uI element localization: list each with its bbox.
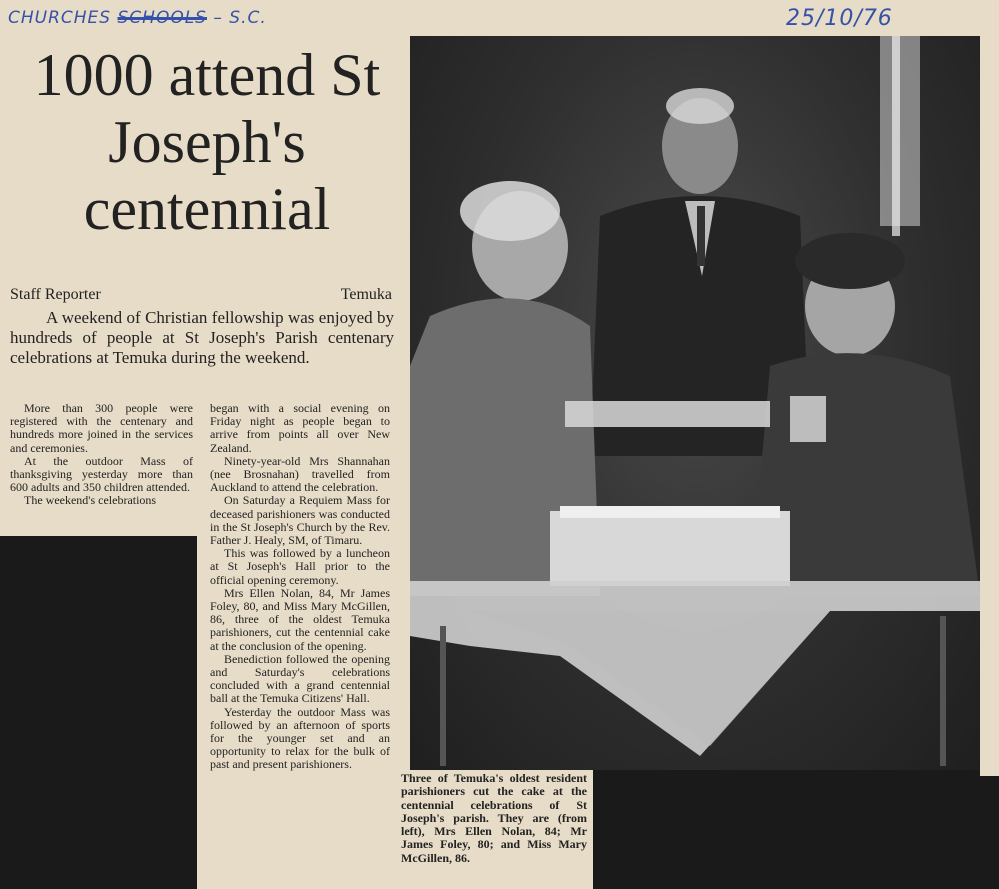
- news-photo: [410, 36, 980, 770]
- column2-paragraph: Yesterday the outdoor Mass was followed by an afternoon of sports for the younger set and an opportunity to relax for the bulk of past and present parishioners.: [210, 704, 390, 772]
- lead-paragraph: A weekend of Christian fellowship was enjoyed by hundreds of people at St Joseph's Parish centenary celebrations at Temuka during the weekend.: [10, 308, 394, 367]
- column2-paragraph: On Saturday a Requiem Mass for deceased parishioners was conducted in the St Joseph's Church by the Rev. Father J. Healy, SM, of Timaru.: [210, 493, 390, 548]
- column1-paragraph: The weekend's celebrations: [24, 493, 157, 508]
- column2-paragraph: began with a social evening on Friday night as people began to arrive from points all over New Zealand.: [210, 401, 390, 455]
- label-suffix: – S.C.: [213, 8, 267, 28]
- dateline-location: Temuka: [340, 286, 392, 303]
- photo-caption: Three of Temuka's oldest resident parishioners cut the cake at the centennial celebrations of St Joseph's parish. They are (from left), Mrs Ellen Nolan, 84; Mr James Foley, 80; and Miss Mary McGillen, 86.: [401, 771, 587, 865]
- cake: [550, 511, 790, 586]
- headline: 1000 attend St Joseph's centennial: [33, 42, 381, 242]
- column2-paragraph: Ninety-year-old Mrs Shannahan (nee Brosnahan) travelled from Auckland to attend the celebration.: [210, 453, 390, 495]
- byline: Staff Reporter: [10, 286, 101, 303]
- column2-paragraph: Mrs Ellen Nolan, 84, Mr James Foley, 80, and Miss Mary McGillen, 86, three of the oldest Temuka parishioners, cut the centennial cake at the conclusion of the opening.: [210, 585, 390, 653]
- handwritten-label: [8, 8, 267, 28]
- label-prefix: CHURCHES: [8, 8, 112, 28]
- handwritten-date: 25/10/76: [786, 6, 893, 31]
- article-column-1: [10, 402, 193, 508]
- byline-row: [10, 286, 392, 304]
- article-column-2: [210, 402, 390, 772]
- ribbon: [565, 401, 770, 427]
- column2-paragraph: Benediction followed the opening and Saturday's celebrations concluded with a grand centennial ball at the Temuka Citizens' Hall.: [210, 651, 390, 706]
- photo-illustration: [410, 36, 980, 770]
- column1-paragraph: At the outdoor Mass of thanksgiving yesterday more than 600 adults and 350 children attended.: [10, 453, 193, 495]
- column2-paragraph: This was followed by a luncheon at St Joseph's Hall prior to the official opening ceremony.: [210, 546, 390, 587]
- label-struck: SCHOOLS: [117, 8, 207, 28]
- clipping-paper-edge: [980, 536, 999, 776]
- column1-paragraph: More than 300 people were registered with the centenary and hundreds more joined in the services and ceremonies.: [10, 401, 193, 455]
